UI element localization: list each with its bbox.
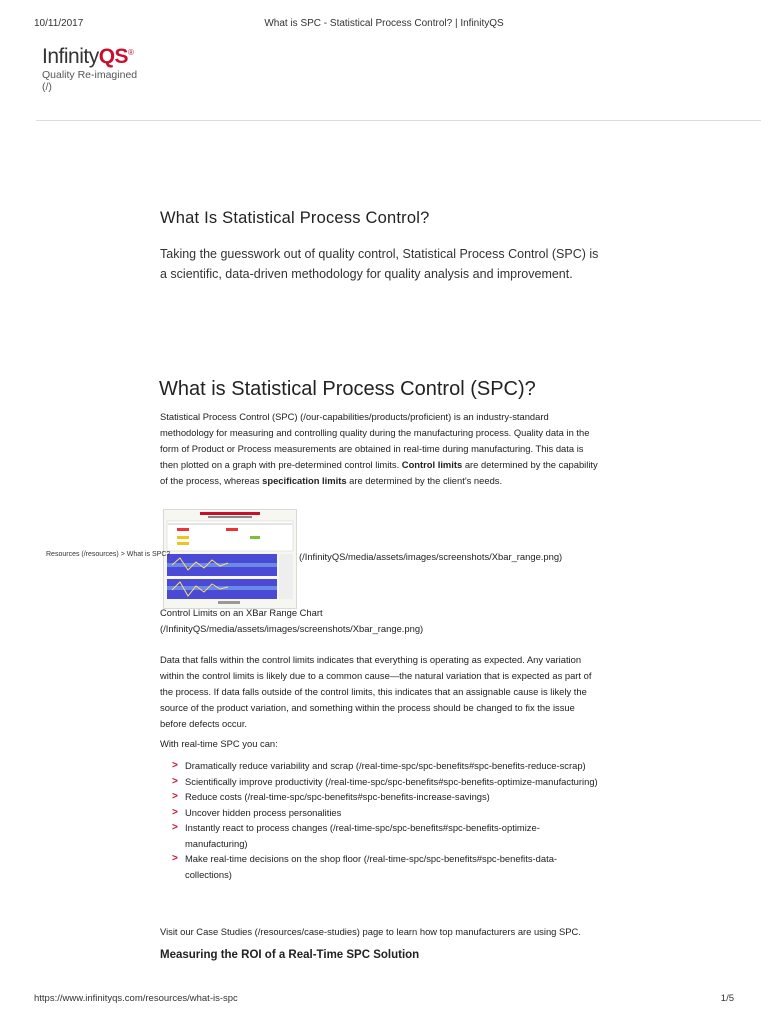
benefit-item[interactable] [172, 851, 602, 882]
hero-heading: What Is Statistical Process Control? [160, 209, 430, 227]
caption-text: Control Limits on an XBar Range Chart [160, 607, 323, 618]
chevron-right-icon: > [172, 775, 178, 787]
logo-tagline: Quality Re-imagined [42, 69, 138, 81]
main-heading: What is Statistical Process Control (SPC)? [159, 378, 536, 400]
control-limits-paragraph: Data that falls within the control limits indicates that everything is operating as expected. Any variation within the control limits is likely due to a common cause—the natural variation that is expected as part of the process. If data falls outside of the control limits, this indicates that an assignable cause is likely the source of the product variation, and something within the process should be changed to fix the issue before defects occur. [160, 654, 592, 729]
site-logo[interactable] [42, 42, 137, 93]
benefit-text[interactable]: Instantly react to process changes (/real-time-spc/spc-benefits#spc-benefits-optimize-manufacturing) [185, 822, 540, 849]
benefit-text[interactable]: Dramatically reduce variability and scrap (/real-time-spc/spc-benefits#spc-benefits-reduce-scrap) [185, 760, 586, 771]
benefit-item[interactable] [172, 774, 602, 790]
chevron-right-icon: > [172, 791, 178, 802]
benefit-item [172, 805, 602, 821]
hero-intro: Taking the guesswork out of quality control, Statistical Process Control (SPC) is a scientific, data-driven methodology for quality analysis and improvement. [160, 247, 599, 281]
chevron-right-icon: > [172, 760, 178, 771]
chevron-right-icon: > [172, 806, 178, 818]
print-header [34, 18, 734, 32]
benefits-lead: With real-time SPC you can: [160, 738, 278, 749]
benefit-item[interactable] [172, 758, 602, 774]
intro-text-e: are determined by the client's needs. [346, 475, 503, 486]
benefit-text[interactable]: Scientifically improve productivity (/real-time-spc/spc-benefits#spc-benefits-optimize-manufacturing) [185, 775, 598, 787]
registered-mark: ® [128, 48, 134, 57]
breadcrumb[interactable]: Resources (/resources) > What is SPC? [46, 551, 171, 558]
logo-wordmark[interactable] [42, 42, 137, 68]
intro-text-c: are determined by the capability of the process, whereas [160, 459, 598, 486]
home-link[interactable]: (/) [42, 81, 52, 93]
benefit-item[interactable] [172, 789, 602, 805]
header-divider [36, 120, 761, 121]
control-limits-term: Control limits [401, 459, 463, 470]
benefit-item[interactable] [172, 820, 602, 851]
chevron-right-icon: > [172, 822, 178, 833]
print-footer [34, 993, 734, 1007]
xbar-range-chart-thumbnail [164, 510, 296, 608]
caption-link[interactable]: (/InfinityQS/media/assets/images/screenshots/Xbar_range.png) [160, 623, 424, 634]
image-caption [160, 605, 423, 637]
logo-brand-accent: QS [98, 45, 129, 68]
benefit-text[interactable]: Make real-time decisions on the shop floor (/real-time-spc/spc-benefits#spc-benefits-data-collections) [185, 853, 558, 880]
case-studies-paragraph[interactable]: Visit our Case Studies (/resources/case-studies) page to learn how top manufacturers are using SPC. [160, 926, 581, 937]
logo-brand-main: Infinity [42, 45, 99, 68]
image-link[interactable]: (/InfinityQS/media/assets/images/screenshots/Xbar_range.png) [299, 551, 563, 562]
benefits-list [172, 758, 602, 882]
intro-text-a: Statistical Process Control (SPC) (/our-capabilities/products/proficient) is an industry-standard methodology for measuring and controlling quality during the manufacturing process. Quality data in the form of Product or Process measurements are obtained in real-time during manufacturing. This data is then plotted on a graph with pre-determined control limits. [160, 411, 590, 470]
print-date: 10/11/2017 [34, 18, 84, 29]
print-page-number: 1/5 [720, 993, 734, 1004]
roi-heading: Measuring the ROI of a Real-Time SPC Solution [160, 949, 420, 961]
xbar-range-chart-image[interactable] [163, 509, 297, 609]
specification-limits-term: specification limits [262, 475, 347, 486]
benefit-text: Uncover hidden process personalities [185, 806, 342, 818]
print-url: https://www.infinityqs.com/resources/what-is-spc [34, 993, 238, 1004]
print-page-title: What is SPC - Statistical Process Control? | InfinityQS [264, 18, 504, 29]
benefit-text[interactable]: Reduce costs (/real-time-spc/spc-benefits#spc-benefits-increase-savings) [185, 791, 490, 802]
chevron-right-icon: > [172, 853, 178, 864]
intro-paragraph [160, 409, 600, 489]
